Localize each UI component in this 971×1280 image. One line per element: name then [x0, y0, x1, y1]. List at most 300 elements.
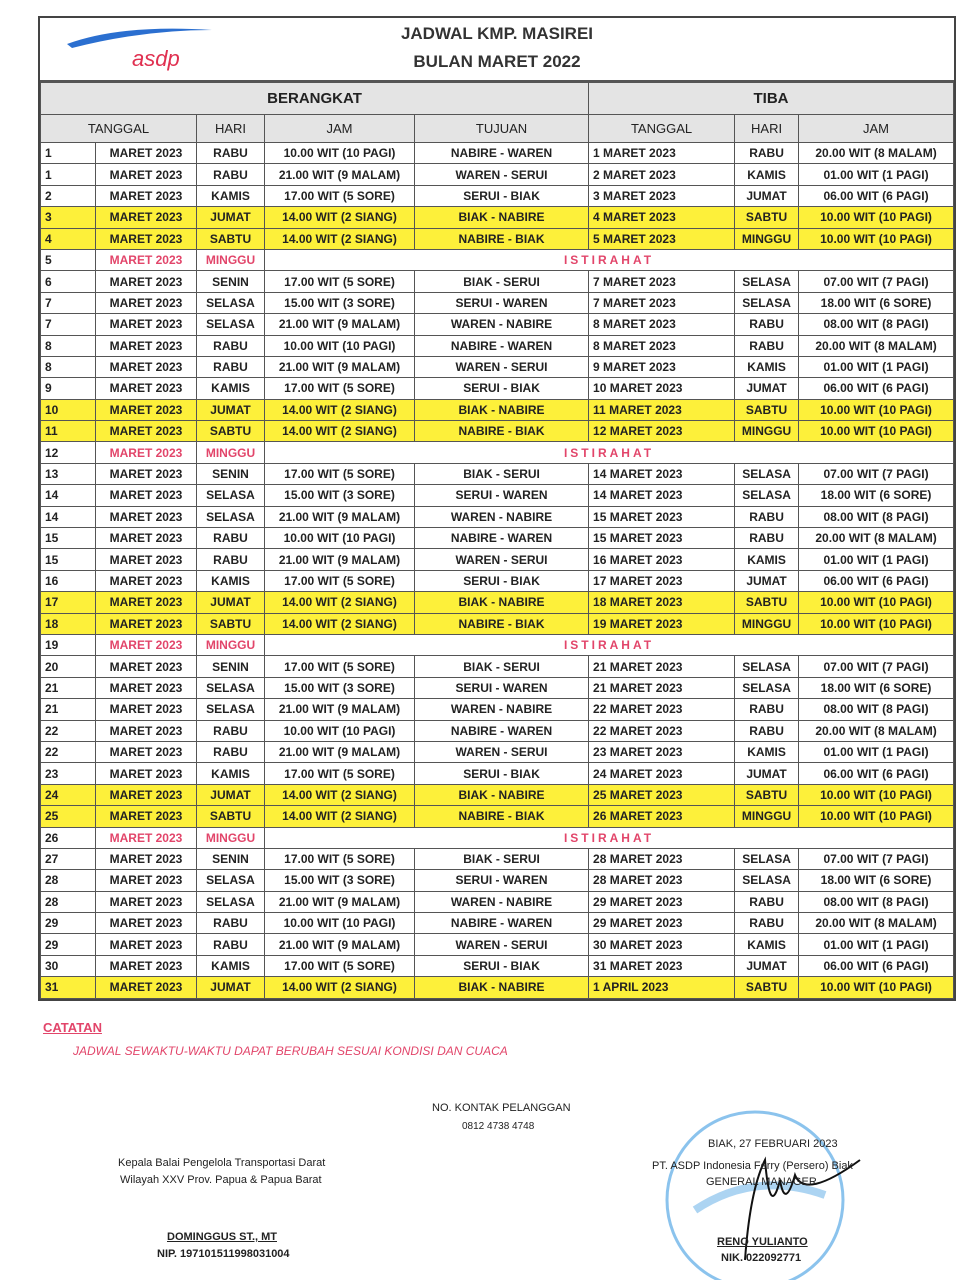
- arrive-day: MINGGU: [735, 228, 799, 249]
- arrive-day: RABU: [735, 143, 799, 164]
- col-route: TUJUAN: [415, 115, 589, 143]
- group-arrive: TIBA: [589, 83, 954, 115]
- table-row: [41, 485, 954, 506]
- arrive-time: 01.00 WIT (1 PAGI): [799, 164, 954, 185]
- depart-date: MARET 2023: [96, 613, 197, 634]
- row-number: 15: [41, 528, 96, 549]
- arrive-day: RABU: [735, 506, 799, 527]
- row-number: 26: [41, 827, 96, 848]
- arrive-day: JUMAT: [735, 763, 799, 784]
- group-depart: BERANGKAT: [41, 83, 589, 115]
- row-number: 4: [41, 228, 96, 249]
- route: NABIRE - WAREN: [415, 913, 589, 934]
- arrive-date: 29 MARET 2023: [589, 913, 735, 934]
- depart-time: 17.00 WIT (5 SORE): [265, 378, 415, 399]
- table-row: [41, 421, 954, 442]
- arrive-date: 8 MARET 2023: [589, 335, 735, 356]
- route: SERUI - BIAK: [415, 955, 589, 976]
- depart-time: 10.00 WIT (10 PAGI): [265, 720, 415, 741]
- right-sign-role: GENERAL MANAGER: [706, 1176, 817, 1188]
- depart-date: MARET 2023: [96, 977, 197, 998]
- table-row: [41, 549, 954, 570]
- table-row: [41, 185, 954, 206]
- arrive-time: 20.00 WIT (8 MALAM): [799, 143, 954, 164]
- arrive-day: SELASA: [735, 656, 799, 677]
- depart-time: 17.00 WIT (5 SORE): [265, 570, 415, 591]
- arrive-time: 08.00 WIT (8 PAGI): [799, 891, 954, 912]
- contact-phone: 0812 4738 4748: [462, 1121, 535, 1132]
- arrive-time: 18.00 WIT (6 SORE): [799, 870, 954, 891]
- col-arrive-day: HARI: [735, 115, 799, 143]
- arrive-day: RABU: [735, 699, 799, 720]
- arrive-time: 10.00 WIT (10 PAGI): [799, 613, 954, 634]
- route: SERUI - BIAK: [415, 570, 589, 591]
- arrive-day: MINGGU: [735, 421, 799, 442]
- depart-time: 17.00 WIT (5 SORE): [265, 848, 415, 869]
- depart-date: MARET 2023: [96, 528, 197, 549]
- page-subtitle: BULAN MARET 2022: [413, 52, 581, 71]
- depart-day: RABU: [197, 335, 265, 356]
- arrive-day: RABU: [735, 528, 799, 549]
- right-sign-org: PT. ASDP Indonesia Ferry (Persero) Biak: [652, 1160, 853, 1172]
- depart-date: MARET 2023: [96, 314, 197, 335]
- route: SERUI - WAREN: [415, 870, 589, 891]
- arrive-time: 18.00 WIT (6 SORE): [799, 485, 954, 506]
- route: BIAK - NABIRE: [415, 977, 589, 998]
- depart-day: KAMIS: [197, 955, 265, 976]
- depart-time: 14.00 WIT (2 SIANG): [265, 784, 415, 805]
- depart-date: MARET 2023: [96, 592, 197, 613]
- route: NABIRE - BIAK: [415, 613, 589, 634]
- route: NABIRE - WAREN: [415, 528, 589, 549]
- row-number: 29: [41, 913, 96, 934]
- arrive-date: 19 MARET 2023: [589, 613, 735, 634]
- route: WAREN - SERUI: [415, 356, 589, 377]
- row-number: 20: [41, 656, 96, 677]
- arrive-day: KAMIS: [735, 741, 799, 762]
- depart-time: 21.00 WIT (9 MALAM): [265, 741, 415, 762]
- depart-date: MARET 2023: [96, 570, 197, 591]
- depart-time: 15.00 WIT (3 SORE): [265, 485, 415, 506]
- depart-time: 17.00 WIT (5 SORE): [265, 271, 415, 292]
- row-number: 10: [41, 399, 96, 420]
- table-row: [41, 356, 954, 377]
- table-row: [41, 784, 954, 805]
- table-row: [41, 934, 954, 955]
- depart-day: SABTU: [197, 613, 265, 634]
- arrive-time: 10.00 WIT (10 PAGI): [799, 228, 954, 249]
- table-row: [41, 763, 954, 784]
- arrive-date: 9 MARET 2023: [589, 356, 735, 377]
- depart-time: 21.00 WIT (9 MALAM): [265, 164, 415, 185]
- table-row: [41, 207, 954, 228]
- table-row: [41, 442, 954, 463]
- depart-time: 21.00 WIT (9 MALAM): [265, 699, 415, 720]
- depart-date: MARET 2023: [96, 720, 197, 741]
- arrive-time: 06.00 WIT (6 PAGI): [799, 185, 954, 206]
- arrive-date: 7 MARET 2023: [589, 292, 735, 313]
- rest-label: ISTIRAHAT: [265, 249, 954, 270]
- arrive-time: 07.00 WIT (7 PAGI): [799, 848, 954, 869]
- table-row: [41, 592, 954, 613]
- arrive-date: 5 MARET 2023: [589, 228, 735, 249]
- arrive-day: RABU: [735, 891, 799, 912]
- arrive-day: JUMAT: [735, 185, 799, 206]
- row-number: 1: [41, 143, 96, 164]
- depart-date: MARET 2023: [96, 891, 197, 912]
- arrive-day: JUMAT: [735, 955, 799, 976]
- arrive-date: 1 APRIL 2023: [589, 977, 735, 998]
- row-number: 3: [41, 207, 96, 228]
- table-row: [41, 335, 954, 356]
- depart-date: MARET 2023: [96, 827, 197, 848]
- row-number: 16: [41, 570, 96, 591]
- table-row: [41, 570, 954, 591]
- depart-day: KAMIS: [197, 570, 265, 591]
- depart-date: MARET 2023: [96, 335, 197, 356]
- route: BIAK - NABIRE: [415, 784, 589, 805]
- depart-day: SELASA: [197, 870, 265, 891]
- arrive-date: 23 MARET 2023: [589, 741, 735, 762]
- depart-day: SENIN: [197, 463, 265, 484]
- route: SERUI - WAREN: [415, 485, 589, 506]
- depart-day: SELASA: [197, 699, 265, 720]
- depart-time: 14.00 WIT (2 SIANG): [265, 977, 415, 998]
- depart-time: 14.00 WIT (2 SIANG): [265, 613, 415, 634]
- table-row: [41, 806, 954, 827]
- row-number: 28: [41, 870, 96, 891]
- arrive-date: 15 MARET 2023: [589, 506, 735, 527]
- route: WAREN - SERUI: [415, 549, 589, 570]
- arrive-day: MINGGU: [735, 613, 799, 634]
- depart-time: 14.00 WIT (2 SIANG): [265, 806, 415, 827]
- table-row: [41, 827, 954, 848]
- notes-text: JADWAL SEWAKTU-WAKTU DAPAT BERUBAH SESUAI KONDISI DAN CUACA: [73, 1044, 508, 1058]
- arrive-time: 06.00 WIT (6 PAGI): [799, 763, 954, 784]
- depart-time: 10.00 WIT (10 PAGI): [265, 528, 415, 549]
- arrive-day: SELASA: [735, 848, 799, 869]
- depart-time: 21.00 WIT (9 MALAM): [265, 934, 415, 955]
- row-number: 7: [41, 292, 96, 313]
- depart-time: 21.00 WIT (9 MALAM): [265, 314, 415, 335]
- row-number: 5: [41, 249, 96, 270]
- depart-day: JUMAT: [197, 592, 265, 613]
- depart-time: 15.00 WIT (3 SORE): [265, 292, 415, 313]
- right-sign-id: NIK. 022092771: [721, 1252, 802, 1264]
- table-row: [41, 378, 954, 399]
- arrive-day: SELASA: [735, 463, 799, 484]
- depart-time: 21.00 WIT (9 MALAM): [265, 506, 415, 527]
- arrive-date: 16 MARET 2023: [589, 549, 735, 570]
- row-number: 7: [41, 314, 96, 335]
- arrive-time: 20.00 WIT (8 MALAM): [799, 528, 954, 549]
- depart-day: SABTU: [197, 421, 265, 442]
- depart-time: 21.00 WIT (9 MALAM): [265, 356, 415, 377]
- arrive-day: SELASA: [735, 677, 799, 698]
- left-sign-id: NIP. 197101511998031004: [157, 1248, 290, 1260]
- arrive-time: 20.00 WIT (8 MALAM): [799, 913, 954, 934]
- arrive-day: MINGGU: [735, 806, 799, 827]
- arrive-date: 12 MARET 2023: [589, 421, 735, 442]
- arrive-day: KAMIS: [735, 164, 799, 185]
- depart-day: SELASA: [197, 292, 265, 313]
- depart-date: MARET 2023: [96, 870, 197, 891]
- row-number: 21: [41, 677, 96, 698]
- depart-day: JUMAT: [197, 207, 265, 228]
- depart-date: MARET 2023: [96, 677, 197, 698]
- arrive-date: 24 MARET 2023: [589, 763, 735, 784]
- arrive-date: 25 MARET 2023: [589, 784, 735, 805]
- row-number: 30: [41, 955, 96, 976]
- depart-time: 10.00 WIT (10 PAGI): [265, 143, 415, 164]
- right-sign-place-date: BIAK, 27 FEBRUARI 2023: [708, 1138, 838, 1150]
- depart-date: MARET 2023: [96, 549, 197, 570]
- table-row: [41, 228, 954, 249]
- route: BIAK - SERUI: [415, 656, 589, 677]
- row-number: 14: [41, 506, 96, 527]
- arrive-time: 10.00 WIT (10 PAGI): [799, 806, 954, 827]
- arrive-time: 10.00 WIT (10 PAGI): [799, 399, 954, 420]
- table-row: [41, 870, 954, 891]
- route: SERUI - BIAK: [415, 763, 589, 784]
- arrive-date: 1 MARET 2023: [589, 143, 735, 164]
- table-row: [41, 720, 954, 741]
- depart-time: 10.00 WIT (10 PAGI): [265, 335, 415, 356]
- depart-day: RABU: [197, 164, 265, 185]
- arrive-time: 10.00 WIT (10 PAGI): [799, 784, 954, 805]
- route: BIAK - SERUI: [415, 848, 589, 869]
- depart-date: MARET 2023: [96, 271, 197, 292]
- table-row: [41, 977, 954, 998]
- row-number: 23: [41, 763, 96, 784]
- row-number: 14: [41, 485, 96, 506]
- arrive-date: 28 MARET 2023: [589, 848, 735, 869]
- route: WAREN - SERUI: [415, 934, 589, 955]
- route: WAREN - SERUI: [415, 164, 589, 185]
- route: NABIRE - BIAK: [415, 806, 589, 827]
- depart-date: MARET 2023: [96, 506, 197, 527]
- arrive-time: 06.00 WIT (6 PAGI): [799, 955, 954, 976]
- col-arrive-time: JAM: [799, 115, 954, 143]
- route: NABIRE - WAREN: [415, 720, 589, 741]
- route: WAREN - NABIRE: [415, 699, 589, 720]
- schedule-sheet: [38, 16, 956, 1001]
- depart-day: RABU: [197, 528, 265, 549]
- table-row: [41, 399, 954, 420]
- right-sign-name: RENO YULIANTO: [717, 1236, 808, 1248]
- arrive-date: 10 MARET 2023: [589, 378, 735, 399]
- depart-day: RABU: [197, 934, 265, 955]
- depart-day: RABU: [197, 741, 265, 762]
- depart-time: 14.00 WIT (2 SIANG): [265, 228, 415, 249]
- row-number: 15: [41, 549, 96, 570]
- arrive-date: 11 MARET 2023: [589, 399, 735, 420]
- depart-date: MARET 2023: [96, 699, 197, 720]
- arrive-day: KAMIS: [735, 549, 799, 570]
- table-row: [41, 292, 954, 313]
- depart-day: RABU: [197, 356, 265, 377]
- depart-day: RABU: [197, 913, 265, 934]
- depart-date: MARET 2023: [96, 399, 197, 420]
- title-bar: [40, 18, 954, 82]
- arrive-day: SABTU: [735, 207, 799, 228]
- depart-date: MARET 2023: [96, 806, 197, 827]
- row-number: 12: [41, 442, 96, 463]
- depart-date: MARET 2023: [96, 463, 197, 484]
- depart-time: 17.00 WIT (5 SORE): [265, 463, 415, 484]
- route: SERUI - BIAK: [415, 378, 589, 399]
- table-row: [41, 891, 954, 912]
- arrive-date: 7 MARET 2023: [589, 271, 735, 292]
- route: BIAK - NABIRE: [415, 592, 589, 613]
- rest-label: ISTIRAHAT: [265, 634, 954, 655]
- depart-day: KAMIS: [197, 378, 265, 399]
- depart-day: SENIN: [197, 656, 265, 677]
- table-row: [41, 613, 954, 634]
- arrive-day: SELASA: [735, 271, 799, 292]
- arrive-date: 4 MARET 2023: [589, 207, 735, 228]
- arrive-day: RABU: [735, 720, 799, 741]
- depart-day: SELASA: [197, 485, 265, 506]
- depart-date: MARET 2023: [96, 378, 197, 399]
- arrive-day: SABTU: [735, 977, 799, 998]
- table-row: [41, 143, 954, 164]
- row-number: 29: [41, 934, 96, 955]
- arrive-time: 10.00 WIT (10 PAGI): [799, 977, 954, 998]
- arrive-date: 14 MARET 2023: [589, 463, 735, 484]
- arrive-date: 21 MARET 2023: [589, 677, 735, 698]
- notes-heading: CATATAN: [43, 1020, 102, 1035]
- route: NABIRE - BIAK: [415, 228, 589, 249]
- arrive-time: 01.00 WIT (1 PAGI): [799, 356, 954, 377]
- rest-label: ISTIRAHAT: [265, 827, 954, 848]
- table-row: [41, 314, 954, 335]
- arrive-day: JUMAT: [735, 570, 799, 591]
- arrive-date: 3 MARET 2023: [589, 185, 735, 206]
- depart-date: MARET 2023: [96, 143, 197, 164]
- row-number: 17: [41, 592, 96, 613]
- depart-date: MARET 2023: [96, 784, 197, 805]
- depart-day: RABU: [197, 143, 265, 164]
- row-number: 13: [41, 463, 96, 484]
- row-number: 19: [41, 634, 96, 655]
- depart-date: MARET 2023: [96, 848, 197, 869]
- row-number: 27: [41, 848, 96, 869]
- route: SERUI - WAREN: [415, 677, 589, 698]
- depart-date: MARET 2023: [96, 741, 197, 762]
- depart-day: JUMAT: [197, 784, 265, 805]
- depart-date: MARET 2023: [96, 913, 197, 934]
- table-row: [41, 463, 954, 484]
- arrive-date: 2 MARET 2023: [589, 164, 735, 185]
- depart-time: 21.00 WIT (9 MALAM): [265, 891, 415, 912]
- schedule-table: [40, 82, 954, 999]
- depart-time: 17.00 WIT (5 SORE): [265, 185, 415, 206]
- arrive-day: JUMAT: [735, 378, 799, 399]
- depart-day: RABU: [197, 720, 265, 741]
- route: NABIRE - WAREN: [415, 335, 589, 356]
- depart-day: SABTU: [197, 806, 265, 827]
- table-row: [41, 848, 954, 869]
- depart-day: MINGGU: [197, 249, 265, 270]
- rest-label: ISTIRAHAT: [265, 442, 954, 463]
- route: WAREN - NABIRE: [415, 506, 589, 527]
- table-row: [41, 741, 954, 762]
- table-row: [41, 656, 954, 677]
- depart-day: JUMAT: [197, 399, 265, 420]
- depart-day: SENIN: [197, 271, 265, 292]
- depart-time: 17.00 WIT (5 SORE): [265, 656, 415, 677]
- arrive-time: 07.00 WIT (7 PAGI): [799, 463, 954, 484]
- table-row: [41, 528, 954, 549]
- row-number: 28: [41, 891, 96, 912]
- route: SERUI - BIAK: [415, 185, 589, 206]
- row-number: 24: [41, 784, 96, 805]
- arrive-date: 8 MARET 2023: [589, 314, 735, 335]
- depart-day: SELASA: [197, 677, 265, 698]
- depart-date: MARET 2023: [96, 228, 197, 249]
- depart-day: MINGGU: [197, 634, 265, 655]
- depart-date: MARET 2023: [96, 485, 197, 506]
- arrive-day: RABU: [735, 314, 799, 335]
- table-row: [41, 506, 954, 527]
- arrive-time: 07.00 WIT (7 PAGI): [799, 656, 954, 677]
- arrive-time: 06.00 WIT (6 PAGI): [799, 570, 954, 591]
- arrive-time: 10.00 WIT (10 PAGI): [799, 592, 954, 613]
- svg-text:asdp: asdp: [132, 46, 180, 71]
- row-number: 18: [41, 613, 96, 634]
- page-title: JADWAL KMP. MASIREI: [400, 24, 594, 43]
- left-sign-line2: Wilayah XXV Prov. Papua & Papua Barat: [120, 1174, 322, 1186]
- arrive-day: KAMIS: [735, 934, 799, 955]
- col-arrive-date: TANGGAL: [589, 115, 735, 143]
- row-number: 11: [41, 421, 96, 442]
- route: NABIRE - BIAK: [415, 421, 589, 442]
- route: BIAK - NABIRE: [415, 399, 589, 420]
- arrive-day: SELASA: [735, 292, 799, 313]
- arrive-date: 30 MARET 2023: [589, 934, 735, 955]
- arrive-day: KAMIS: [735, 356, 799, 377]
- arrive-time: 06.00 WIT (6 PAGI): [799, 378, 954, 399]
- arrive-time: 08.00 WIT (8 PAGI): [799, 699, 954, 720]
- col-depart-day: HARI: [197, 115, 265, 143]
- route: WAREN - NABIRE: [415, 314, 589, 335]
- row-number: 9: [41, 378, 96, 399]
- table-row: [41, 913, 954, 934]
- depart-date: MARET 2023: [96, 656, 197, 677]
- depart-day: MINGGU: [197, 827, 265, 848]
- arrive-time: 10.00 WIT (10 PAGI): [799, 207, 954, 228]
- arrive-time: 18.00 WIT (6 SORE): [799, 292, 954, 313]
- arrive-day: SELASA: [735, 485, 799, 506]
- depart-date: MARET 2023: [96, 634, 197, 655]
- route: BIAK - NABIRE: [415, 207, 589, 228]
- arrive-time: 20.00 WIT (8 MALAM): [799, 720, 954, 741]
- col-depart-date: TANGGAL: [41, 115, 197, 143]
- depart-day: KAMIS: [197, 763, 265, 784]
- arrive-time: 08.00 WIT (8 PAGI): [799, 314, 954, 335]
- depart-day: KAMIS: [197, 185, 265, 206]
- depart-day: RABU: [197, 549, 265, 570]
- arrive-day: SABTU: [735, 399, 799, 420]
- depart-date: MARET 2023: [96, 421, 197, 442]
- depart-date: MARET 2023: [96, 442, 197, 463]
- depart-day: SABTU: [197, 228, 265, 249]
- arrive-day: SABTU: [735, 784, 799, 805]
- route: NABIRE - WAREN: [415, 143, 589, 164]
- arrive-time: 07.00 WIT (7 PAGI): [799, 271, 954, 292]
- depart-date: MARET 2023: [96, 164, 197, 185]
